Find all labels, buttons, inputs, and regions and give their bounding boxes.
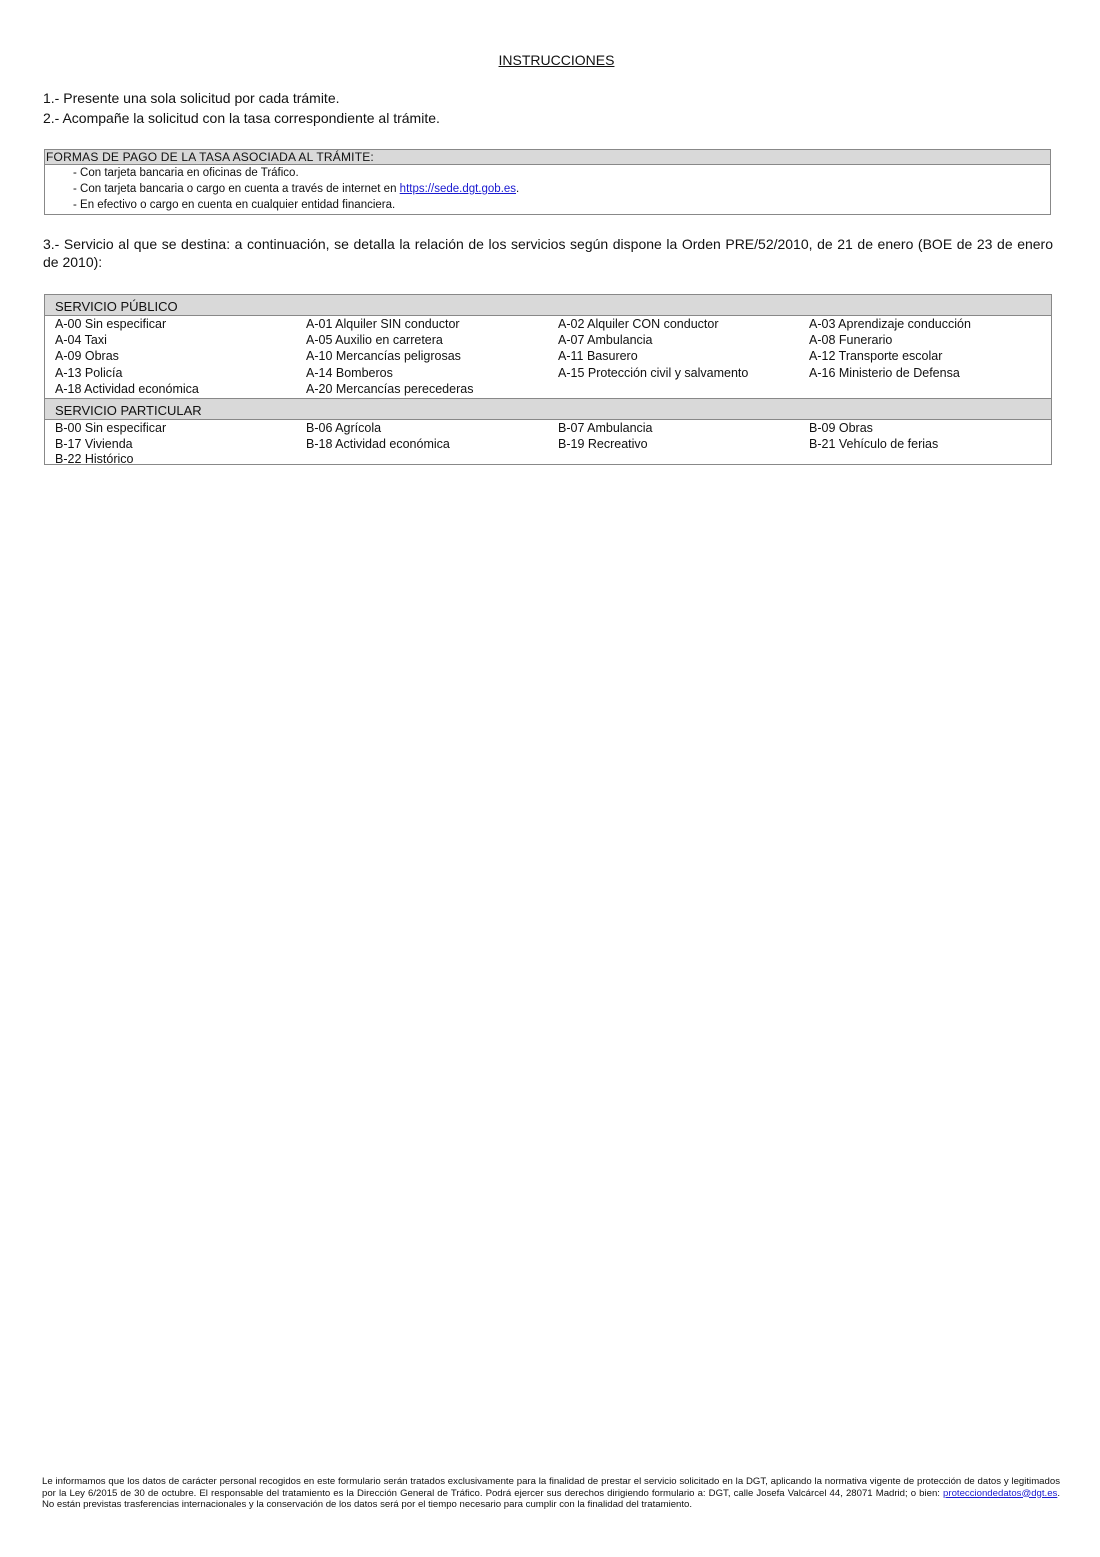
service-item: A-01 Alquiler SIN conductor (306, 317, 460, 331)
public-service-header: SERVICIO PÚBLICO (45, 295, 1051, 316)
service-item: A-07 Ambulancia (558, 333, 653, 348)
payment-line-internet-text: - Con tarjeta bancaria o cargo en cuenta a través de internet en (73, 183, 400, 195)
service-item: B-00 Sin especificar (55, 421, 167, 435)
service-item: B-07 Ambulancia (558, 421, 653, 435)
payment-line-internet-suffix: . (516, 183, 520, 195)
service-item: A-09 Obras (55, 349, 119, 364)
service-item: A-11 Basurero (558, 349, 638, 364)
service-item: A-00 Sin especificar (55, 317, 167, 331)
payment-methods-header: FORMAS DE PAGO DE LA TASA ASOCIADA AL TRÁMITE: (45, 150, 1050, 165)
service-item: A-14 Bomberos (306, 365, 393, 380)
service-item: A-20 Mercancías perecederas (306, 381, 474, 396)
service-item: B-19 Recreativo (558, 436, 648, 451)
services-table (44, 294, 1052, 465)
service-item: B-06 Agrícola (306, 421, 382, 435)
privacy-email-link[interactable]: protecciondedatos@dgt.es (943, 1487, 1058, 1499)
instruction-2: 2.- Acompañe la solicitud con la tasa correspondiente al trámite. (43, 110, 440, 126)
service-item: A-03 Aprendizaje conducción (809, 317, 971, 331)
private-service-list (45, 420, 1051, 467)
data-protection-notice (42, 1476, 1060, 1511)
service-item: A-16 Ministerio de Defensa (809, 365, 960, 380)
payment-line-cash: - En efectivo o cargo en cuenta en cualquier entidad financiera. (73, 199, 396, 211)
payment-line-office: - Con tarjeta bancaria en oficinas de Tráfico. (73, 167, 299, 179)
service-item: A-08 Funerario (809, 333, 893, 348)
service-item: A-12 Transporte escolar (809, 349, 943, 364)
instruction-1: 1.- Presente una sola solicitud por cada trámite. (43, 90, 340, 106)
service-item: A-02 Alquiler CON conductor (558, 317, 719, 331)
payment-methods-box (44, 149, 1051, 215)
service-item: B-22 Histórico (55, 452, 134, 466)
service-item: B-18 Actividad económica (306, 436, 450, 451)
service-item: A-05 Auxilio en carretera (306, 333, 443, 348)
service-item: A-18 Actividad económica (55, 381, 199, 396)
service-intro-paragraph: 3.- Servicio al que se destina: a continuación, se detalla la relación de los servicios según dispone la Orden PRE/52/2010, de 21 de enero (BOE de 23 de enero de 2010): (43, 236, 1053, 270)
private-service-header: SERVICIO PARTICULAR (45, 398, 1051, 420)
service-item: B-17 Vivienda (55, 436, 133, 451)
public-service-list (45, 316, 1051, 398)
service-item: A-15 Protección civil y salvamento (558, 365, 749, 380)
payment-line-internet (45, 181, 1050, 197)
service-item: B-21 Vehículo de ferias (809, 436, 939, 451)
sede-dgt-link[interactable]: https://sede.dgt.gob.es (399, 183, 517, 195)
service-item: A-04 Taxi (55, 333, 107, 348)
service-item: B-09 Obras (809, 421, 873, 435)
notice-text: Le informamos que los datos de carácter personal recogidos en este formulario serán tratados exclusivamente para la finalidad de prestar el servicio solicitado en la DGT, aplicando la normativa vigente de protección de datos y legitimados por la Ley 6/2015 de 30 de octubre. El responsable del tratamiento es la Dirección General de Tráfico. Podrá ejercer sus derechos dirigiendo formulario a: DGT, calle Josefa Valcárcel 44, 28071 Madrid; o bien: (42, 1476, 1060, 1499)
notice-text-end: . No están previstas trasferencias internacionales y la conservación de los datos será por el tiempo necesario para cumplir con la finalidad del tratamiento. (42, 1487, 1060, 1510)
service-item: A-10 Mercancías peligrosas (306, 349, 461, 364)
page-title: INSTRUCCIONES (498, 52, 615, 68)
service-item: A-13 Policía (55, 365, 123, 380)
